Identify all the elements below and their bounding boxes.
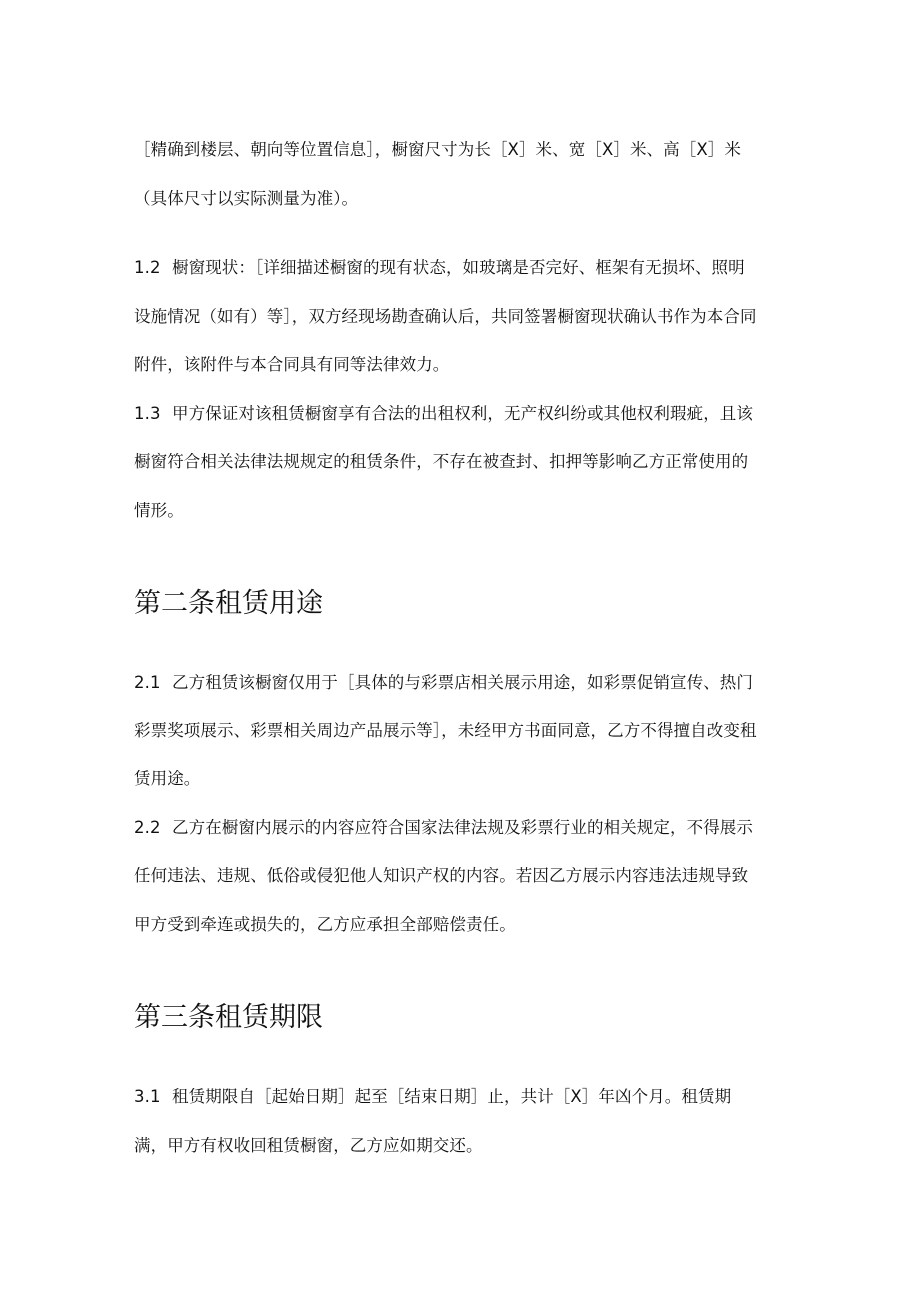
clause-2-2-line-1 bbox=[134, 818, 784, 838]
clause-number: 2.1 bbox=[134, 673, 161, 692]
clause-1-2-line-3: 附件，该附件与本合同具有同等法律效力。 bbox=[134, 355, 450, 374]
clause-1-3-line-2: 橱窗符合相关法律法规规定的租赁条件，不存在被查封、扣押等影响乙方正常使用的 bbox=[134, 452, 749, 471]
clause-1-3-line-3: 情形。 bbox=[134, 501, 184, 520]
clause-2-1-line-2: 彩票奖项展示、彩票相关周边产品展示等］，未经甲方书面同意，乙方不得擅自改变租 bbox=[134, 721, 757, 740]
clause-2-1-line-1 bbox=[134, 673, 784, 693]
section-heading-2: 第二条租赁用途 bbox=[134, 588, 323, 619]
clause-3-1-line-2: 满，甲方有权收回租赁橱窗，乙方应如期交还。 bbox=[134, 1136, 483, 1155]
clause-2-2-line-3: 甲方受到牵连或损失的，乙方应承担全部赔偿责任。 bbox=[134, 915, 516, 934]
clause-text: 乙方租赁该橱窗仅用于［具体的与彩票店相关展示用途，如彩票促销宣传、热门 bbox=[172, 673, 753, 692]
clause-number: 1.2 bbox=[134, 258, 161, 277]
clause-text: 甲方保证对该租赁橱窗享有合法的出租权利，无产权纠纷或其他权利瑕疵，且该 bbox=[172, 404, 753, 423]
clause-number: 1.3 bbox=[134, 404, 161, 423]
clause-1-2-line-2: 设施情况（如有）等］，双方经现场勘查确认后，共同签署橱窗现状确认书作为本合同 bbox=[134, 307, 757, 326]
clause-1-2-line-1 bbox=[134, 258, 784, 278]
clause-number: 3.1 bbox=[134, 1087, 161, 1106]
clause-3-1-line-1 bbox=[134, 1087, 784, 1107]
clause-number: 2.2 bbox=[134, 818, 161, 837]
intro-line-2: （具体尺寸以实际测量为准）。 bbox=[134, 189, 359, 208]
section-heading-3: 第三条租赁期限 bbox=[134, 1002, 323, 1033]
intro-line-1: ［精确到楼层、朝向等位置信息］，橱窗尺寸为长［X］米、宽［X］米、高［X］米 bbox=[134, 140, 741, 159]
clause-2-1-line-3: 赁用途。 bbox=[134, 769, 201, 788]
clause-text: 租赁期限自［起始日期］起至［结束日期］止，共计［X］年凶个月。租赁期 bbox=[172, 1087, 732, 1106]
clause-text: 橱窗现状：［详细描述橱窗的现有状态，如玻璃是否完好、框架有无损坏、照明 bbox=[172, 258, 745, 277]
clause-1-3-line-1 bbox=[134, 404, 784, 424]
clause-text: 乙方在橱窗内展示的内容应符合国家法律法规及彩票行业的相关规定，不得展示 bbox=[172, 818, 753, 837]
clause-2-2-line-2: 任何违法、违规、低俗或侵犯他人知识产权的内容。若因乙方展示内容违法违规导致 bbox=[134, 866, 749, 885]
